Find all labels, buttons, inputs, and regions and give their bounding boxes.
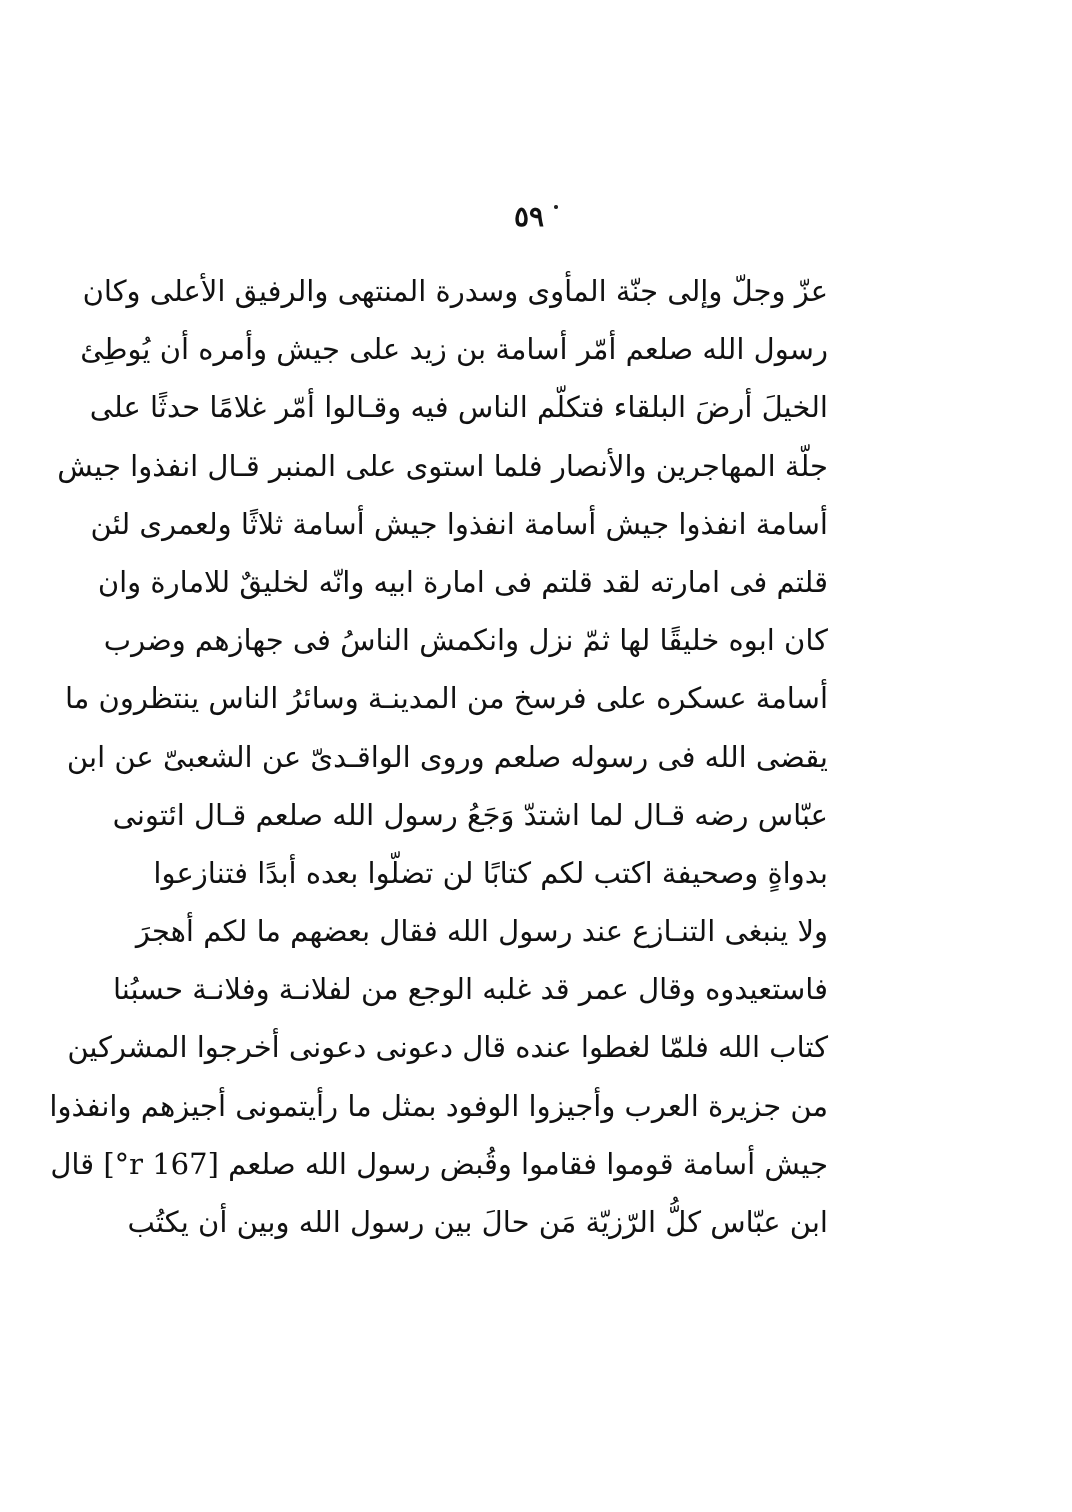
page-number (0, 200, 1072, 233)
text-line: كتاب الله فلمّا لغطوا عنده قال دعونى دعونى أخرجوا المشركين (67, 1030, 828, 1065)
text-line: عبّاس رضه قـال لما اشتدّ وَجَعُ رسول الله صلعم قـال ائتونى (112, 797, 828, 832)
text-line: من جزيرة العرب وأجيزوا الوفود بمثل ما رأيتمونى أجيزهم وانفذوا (49, 1088, 828, 1123)
body-text (49, 262, 828, 1251)
text-line: أسامة انفذوا جيش أسامة انفذوا جيش أسامة ثلاثًا ولعمرى لئن (90, 506, 828, 541)
text-line: ولا ينبغى التنـازع عند رسول الله فقال بعضهم ما لكم أهجرَ (135, 914, 828, 949)
text-line: عزّ وجلّ وإلى جنّة المأوى وسدرة المنتهى والرفيق الأعلى وكان (82, 274, 828, 308)
page-number-mark (554, 205, 558, 209)
text-line: كان ابوه خليقًا لها ثمّ نزل وانكمش الناسُ فى جهازهم وضرب (103, 623, 828, 658)
text-line: قلتم فى امارته لقد قلتم فى امارة ابيه وانّه لخليقٌ للامارة وان (97, 564, 828, 599)
text-line: أسامة عسكره على فرسخ من المدينـة وسائرُ الناس ينتظرون ما (64, 681, 828, 716)
text-line: فاستعيدوه وقال عمر قد غلبه الوجع من لفلانـة وفلانـة حسبُنا (112, 972, 828, 1007)
text-line: الخيلَ أرضَ البلقاء فتكلّم الناس فيه وقـالوا أمّر غلامًا حدثًا على (89, 390, 828, 425)
text-line: جلّة المهاجرين والأنصار فلما استوى على المنبر قـال انفذوا جيش (57, 448, 828, 483)
text-line: جيش أسامة قوموا فقاموا وقُبض رسول الله صلعم [167 r°] قال (50, 1146, 828, 1181)
text-line: ابن عبّاس كلُّ الرّزيّة مَن حالَ بين رسول الله وبين أن يكتُب (127, 1205, 828, 1239)
page-number-text: ٥٩ (513, 200, 545, 233)
text-line: يقضى الله فى رسوله صلعم وروى الواقـدىّ عن الشعبىّ عن ابن (66, 739, 828, 774)
text-line: بدواةٍ وصحيفة اكتب لكم كتابًا لن تضلّوا بعده أبدًا فتنازعوا (153, 855, 828, 890)
text-line: رسول الله صلعم أمّر أسامة بن زيد على جيش وأمره أن يُوطِئ (80, 332, 828, 367)
